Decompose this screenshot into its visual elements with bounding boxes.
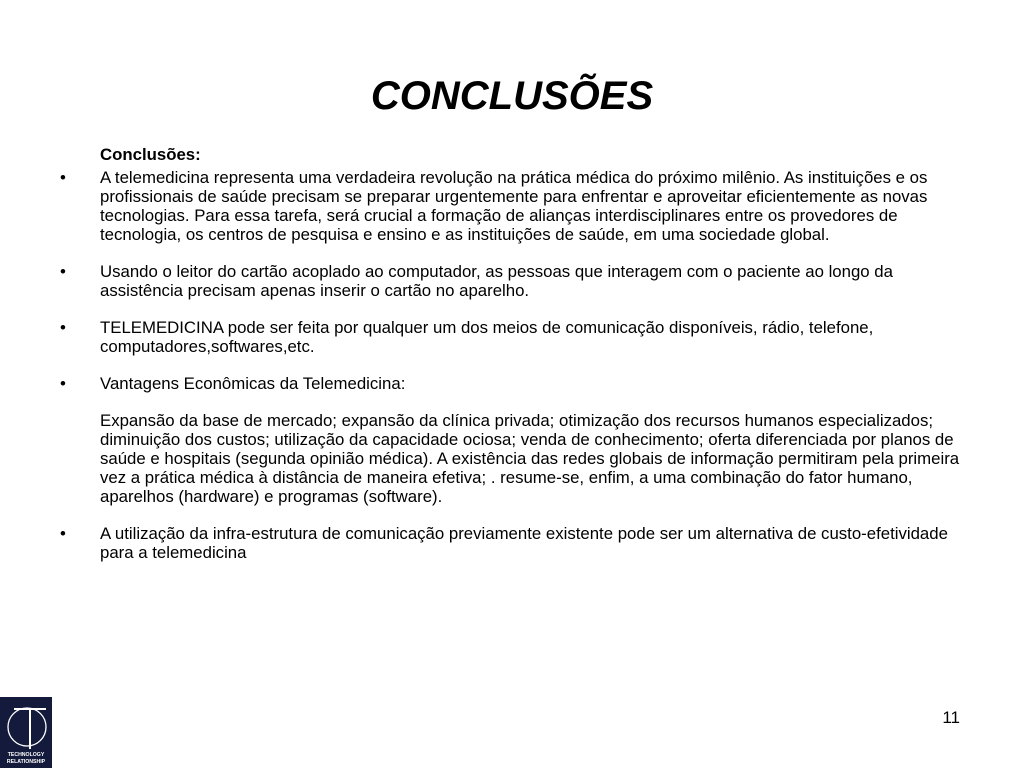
page-number: 11 bbox=[942, 708, 960, 727]
bullet-text: Usando o leitor do cartão acoplado ao computador, as pessoas que interagem com o paciente ao longo da assistência precisam apenas inserir o cartão no aparelho. bbox=[100, 262, 893, 300]
bullet-list bbox=[60, 168, 970, 562]
logo-text-line-2: RELATIONSHIP bbox=[6, 759, 46, 765]
logo-mark-icon bbox=[0, 697, 52, 768]
slide-subtitle: Conclusões: bbox=[100, 145, 201, 164]
bullet-subparagraph: Expansão da base de mercado; expansão da clínica privada; otimização dos recursos humanos especializados; diminuição dos custos; utilização da capacidade ociosa; venda de conhecimento; oferta diferenciada por planos de saúde e hospitais (segunda opinião médica). A existência das redes globais de informação permitiram pela primeira vez a prática médica à distância de maneira efetiva; . resume-se, enfim, a uma combinação do fator humano, aparelhos (hardware) e programas (software). bbox=[100, 411, 960, 506]
bullet-point-icon: • bbox=[60, 524, 66, 543]
bullet-text: Vantagens Econômicas da Telemedicina: bbox=[100, 374, 406, 393]
bullet-text: A utilização da infra-estrutura de comunicação previamente existente pode ser um alternativa de custo-efetividade para a telemedicina bbox=[100, 524, 948, 562]
bullet-item-4 bbox=[60, 374, 970, 506]
bullet-text: A telemedicina representa uma verdadeira revolução na prática médica do próximo milênio. As instituições e os profissionais de saúde precisam se preparar urgentemente para enfrentar e aproveitar eficientemente as novas tecnologias. Para essa tarefa, será crucial a formação de alianças interdisciplinares entre os provedores de tecnologia, os centros de pesquisa e ensino e as instituições de saúde, em uma sociedade global. bbox=[100, 168, 928, 244]
bullet-point-icon: • bbox=[60, 262, 66, 281]
bullet-point-icon: • bbox=[60, 168, 66, 187]
bullet-text: TELEMEDICINA pode ser feita por qualquer um dos meios de comunicação disponíveis, rádio, telefone, computadores,softwares,etc. bbox=[100, 318, 874, 356]
bullet-point-icon: • bbox=[60, 318, 66, 337]
company-logo bbox=[0, 697, 52, 768]
bullet-item-3 bbox=[60, 318, 970, 356]
logo-text-line-1: TECHNOLOGY bbox=[7, 752, 45, 758]
bullet-item-1 bbox=[60, 168, 970, 244]
bullet-point-icon: • bbox=[60, 374, 66, 393]
bullet-item-5 bbox=[60, 524, 970, 562]
slide-title: CONCLUSÕES bbox=[370, 74, 654, 118]
bullet-item-2 bbox=[60, 262, 970, 300]
slide-content bbox=[60, 145, 970, 580]
